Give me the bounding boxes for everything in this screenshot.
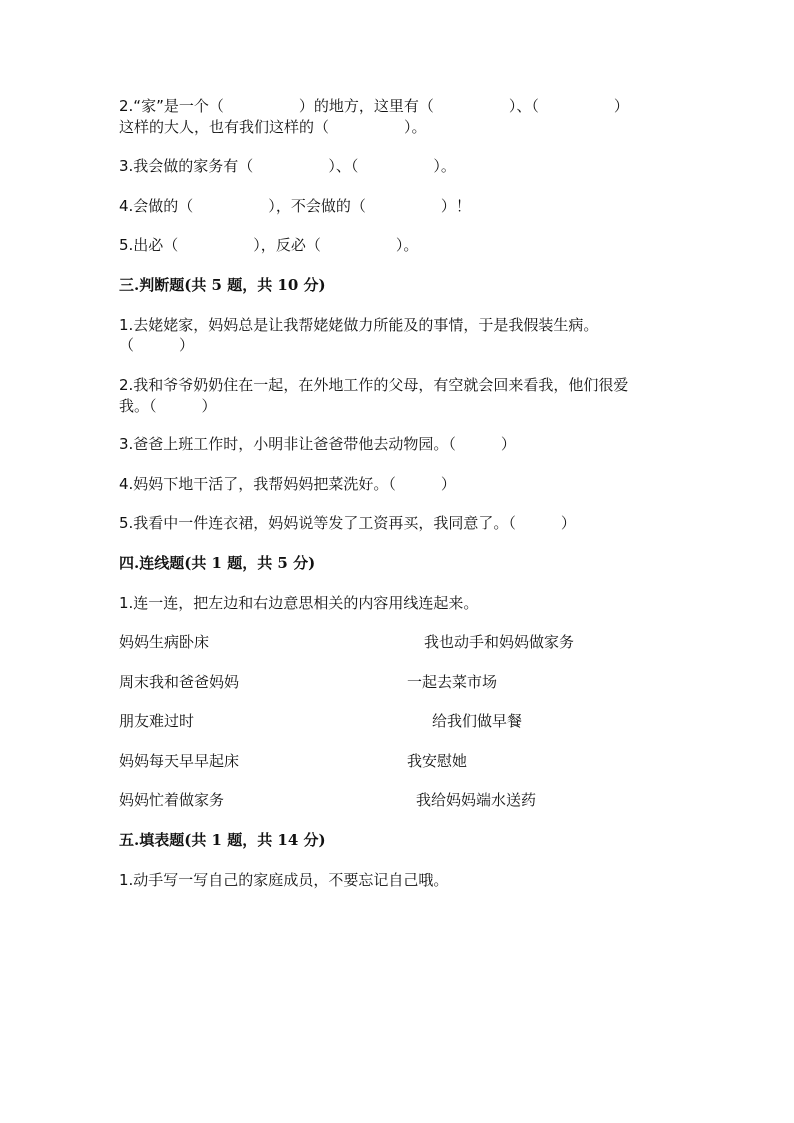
fill-in-q2-line1: 2.“家”是一个（ ）的地方，这里有（ ）、（ ）	[119, 97, 629, 115]
table-fill-instruction: 1.动手写一写自己的家庭成员，不要忘记自己哦。	[119, 871, 449, 889]
matching-left-item: 妈妈每天早早起床	[119, 752, 240, 770]
matching-left-item: 妈妈忙着做家务	[119, 791, 225, 809]
judge-heading: 三.判断题(共 5 题，共 10 分)	[119, 276, 326, 294]
matching-right-item: 我给妈妈端水送药	[416, 791, 537, 809]
judge-q5: 5.我看中一件连衣裙，妈妈说等发了工资再买，我同意了。（ ）	[119, 514, 576, 532]
judge-q3: 3.爸爸上班工作时，小明非让爸爸带他去动物园。（ ）	[119, 435, 516, 453]
matching-right-item: 一起去菜市场	[407, 673, 498, 691]
judge-q4: 4.妈妈下地干活了，我帮妈妈把菜洗好。（ ）	[119, 475, 456, 493]
fill-in-q4: 4.会做的（ ），不会做的（ ）！	[119, 197, 471, 215]
matching-right-item: 给我们做早餐	[432, 712, 523, 730]
judge-q2-line2: 我。（ ）	[119, 397, 217, 415]
matching-right-item: 我也动手和妈妈做家务	[424, 633, 575, 651]
matching-left-item: 朋友难过时	[119, 712, 195, 730]
fill-in-q2-line2: 这样的大人，也有我们这样的（ ）。	[119, 118, 427, 136]
fill-in-q5: 5.出必（ ），反必（ ）。	[119, 236, 419, 254]
matching-instruction: 1.连一连，把左边和右边意思相关的内容用线连起来。	[119, 594, 479, 612]
judge-q2-line1: 2.我和爷爷奶奶住在一起，在外地工作的父母，有空就会回来看我，他们很爱	[119, 376, 629, 394]
matching-heading: 四.连线题(共 1 题，共 5 分)	[119, 554, 316, 572]
table-fill-heading: 五.填表题(共 1 题，共 14 分)	[119, 831, 326, 849]
fill-in-q3: 3.我会做的家务有（ ）、（ ）。	[119, 157, 456, 175]
judge-q1-line1: 1.去姥姥家，妈妈总是让我帮姥姥做力所能及的事情，于是我假装生病。	[119, 316, 599, 334]
matching-left-item: 妈妈生病卧床	[119, 633, 210, 651]
judge-q1-line2: （ ）	[119, 336, 195, 354]
matching-left-item: 周末我和爸爸妈妈	[119, 673, 240, 691]
matching-right-item: 我安慰她	[407, 752, 468, 770]
